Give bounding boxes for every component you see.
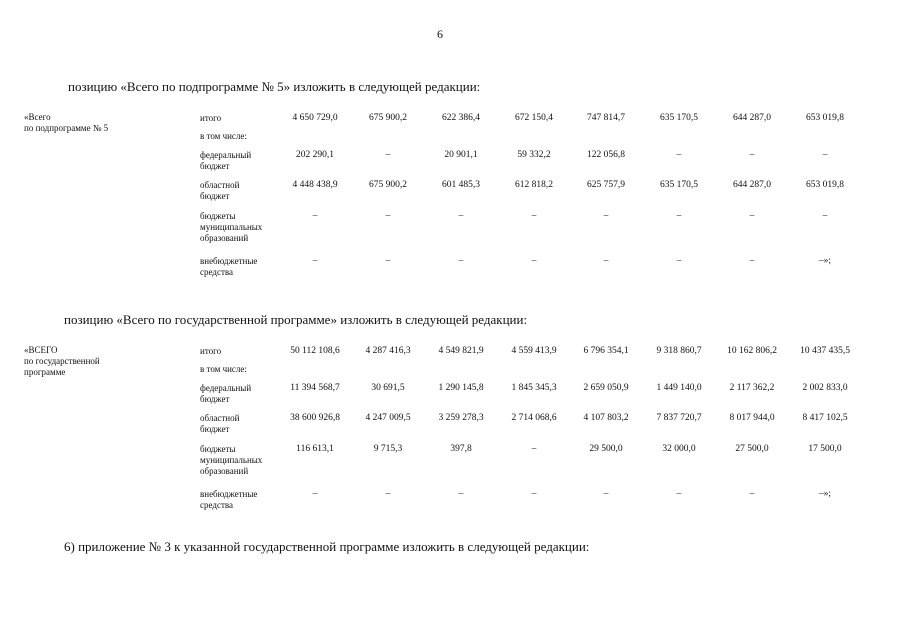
table-cell: – bbox=[312, 489, 318, 499]
table-cell: 4 448 438,9 bbox=[292, 180, 338, 190]
table-cell: 32 000,0 bbox=[662, 444, 696, 454]
table-cell: 747 814,7 bbox=[587, 113, 625, 123]
table-cell: 675 900,2 bbox=[369, 180, 407, 190]
table-cell: – bbox=[312, 211, 318, 221]
table-cell: 38 600 926,8 bbox=[290, 413, 340, 423]
table-cell: 2 002 833,0 bbox=[802, 383, 848, 393]
table-cell: 7 837 720,7 bbox=[656, 413, 702, 423]
table-cell: 612 818,2 bbox=[515, 180, 553, 190]
table-cell: 8 417 102,5 bbox=[802, 413, 848, 423]
table-cell: – bbox=[531, 211, 537, 221]
table-cell: – bbox=[458, 256, 464, 266]
table-cell: 4 549 821,9 bbox=[438, 346, 484, 356]
table-cell: – bbox=[385, 489, 391, 499]
table-cell: 29 500,0 bbox=[589, 444, 623, 454]
paragraph-state-program: позицию «Всего по государственной программе» изложить в следующей редакции: bbox=[64, 312, 528, 327]
table-cell: 2 659 050,9 bbox=[583, 383, 629, 393]
table-cell: 3 259 278,3 bbox=[438, 413, 484, 423]
table-cell: 8 017 944,0 bbox=[729, 413, 775, 423]
table-cell: 202 290,1 bbox=[296, 150, 334, 160]
table-cell: – bbox=[603, 211, 609, 221]
table-cell: 9 318 860,7 bbox=[656, 346, 702, 356]
row-label: внебюджетные средства bbox=[200, 489, 258, 510]
table-cell: – bbox=[385, 150, 391, 160]
table-cell: 675 900,2 bbox=[369, 113, 407, 123]
table-cell: 635 170,5 bbox=[660, 180, 698, 190]
page-number: 6 bbox=[437, 27, 443, 41]
paragraph-subprogram-5: позицию «Всего по подпрограмме № 5» изложить в следующей редакции: bbox=[68, 79, 481, 94]
table-cell: –»; bbox=[818, 256, 832, 266]
table-cell: – bbox=[676, 489, 682, 499]
table-cell: 30 691,5 bbox=[371, 383, 405, 393]
table-cell: – bbox=[531, 444, 537, 454]
table-cell: 644 287,0 bbox=[733, 180, 771, 190]
table-cell: – bbox=[749, 489, 755, 499]
table-main-label: «Всего по подпрограмме № 5 bbox=[24, 112, 109, 133]
table-cell: 4 247 009,5 bbox=[365, 413, 411, 423]
row-label: итого bbox=[200, 346, 222, 356]
table-cell: 4 107 803,2 bbox=[583, 413, 629, 423]
table-cell: – bbox=[531, 489, 537, 499]
table-cell: – bbox=[676, 256, 682, 266]
table-cell: 9 715,3 bbox=[373, 444, 403, 454]
row-label: внебюджетные средства bbox=[200, 256, 258, 277]
table-cell: 653 019,8 bbox=[806, 180, 844, 190]
table-cell: 11 394 568,7 bbox=[290, 383, 340, 393]
row-label: бюджеты муниципальных образований bbox=[200, 211, 263, 243]
table-cell: – bbox=[603, 256, 609, 266]
row-label: итого bbox=[200, 113, 222, 123]
table-cell: 6 796 354,1 bbox=[583, 346, 629, 356]
table-cell: 27 500,0 bbox=[735, 444, 769, 454]
table-cell: – bbox=[458, 489, 464, 499]
table-cell: – bbox=[385, 256, 391, 266]
row-label: бюджеты муниципальных образований bbox=[200, 444, 263, 476]
table-main-label: «ВСЕГО по государственной программе bbox=[24, 345, 100, 377]
table-cell: – bbox=[385, 211, 391, 221]
table-cell: 4 559 413,9 bbox=[511, 346, 557, 356]
table-cell: 10 437 435,5 bbox=[800, 346, 850, 356]
table-cell: 4 650 729,0 bbox=[292, 113, 338, 123]
table-cell: – bbox=[676, 211, 682, 221]
table-cell: 2 714 068,6 bbox=[511, 413, 557, 423]
table-cell: – bbox=[603, 489, 609, 499]
table-cell: – bbox=[749, 211, 755, 221]
table-cell: 59 332,2 bbox=[517, 150, 551, 160]
table-cell: 1 449 140,0 bbox=[656, 383, 702, 393]
table-cell: – bbox=[822, 150, 828, 160]
table-cell: 622 386,4 bbox=[442, 113, 480, 123]
table-cell: 116 613,1 bbox=[296, 444, 334, 454]
table-cell: – bbox=[749, 150, 755, 160]
table-cell: 2 117 362,2 bbox=[729, 383, 775, 393]
table-cell: – bbox=[822, 211, 828, 221]
table-cell: 653 019,8 bbox=[806, 113, 844, 123]
table-cell: 17 500,0 bbox=[808, 444, 842, 454]
row-label: федеральный бюджет bbox=[200, 150, 252, 171]
table-cell: – bbox=[749, 256, 755, 266]
table-cell: – bbox=[312, 256, 318, 266]
table-cell: 635 170,5 bbox=[660, 113, 698, 123]
row-label: областной бюджет bbox=[200, 180, 240, 201]
table-cell: 1 845 345,3 bbox=[511, 383, 557, 393]
table-cell: 625 757,9 bbox=[587, 180, 625, 190]
paragraph-appendix-3: 6) приложение № 3 к указанной государственной программе изложить в следующей редакции: bbox=[64, 539, 590, 554]
row-label: областной бюджет bbox=[200, 413, 240, 434]
table-cell: 1 290 145,8 bbox=[438, 383, 484, 393]
table-cell: 4 287 416,3 bbox=[365, 346, 411, 356]
table-cell: – bbox=[676, 150, 682, 160]
table-cell: –»; bbox=[818, 489, 832, 499]
table-cell: 672 150,4 bbox=[515, 113, 553, 123]
row-label: федеральный бюджет bbox=[200, 383, 252, 404]
table-cell: 122 056,8 bbox=[587, 150, 625, 160]
table-cell: 644 287,0 bbox=[733, 113, 771, 123]
table-cell: 10 162 806,2 bbox=[727, 346, 777, 356]
table-cell: – bbox=[458, 211, 464, 221]
row-label: в том числе: bbox=[200, 364, 247, 374]
table-cell: 20 901,1 bbox=[444, 150, 478, 160]
row-label: в том числе: bbox=[200, 131, 247, 141]
table-cell: 50 112 108,6 bbox=[290, 346, 340, 356]
table-cell: 601 485,3 bbox=[442, 180, 480, 190]
table-cell: – bbox=[531, 256, 537, 266]
table-cell: 397,8 bbox=[450, 444, 472, 454]
